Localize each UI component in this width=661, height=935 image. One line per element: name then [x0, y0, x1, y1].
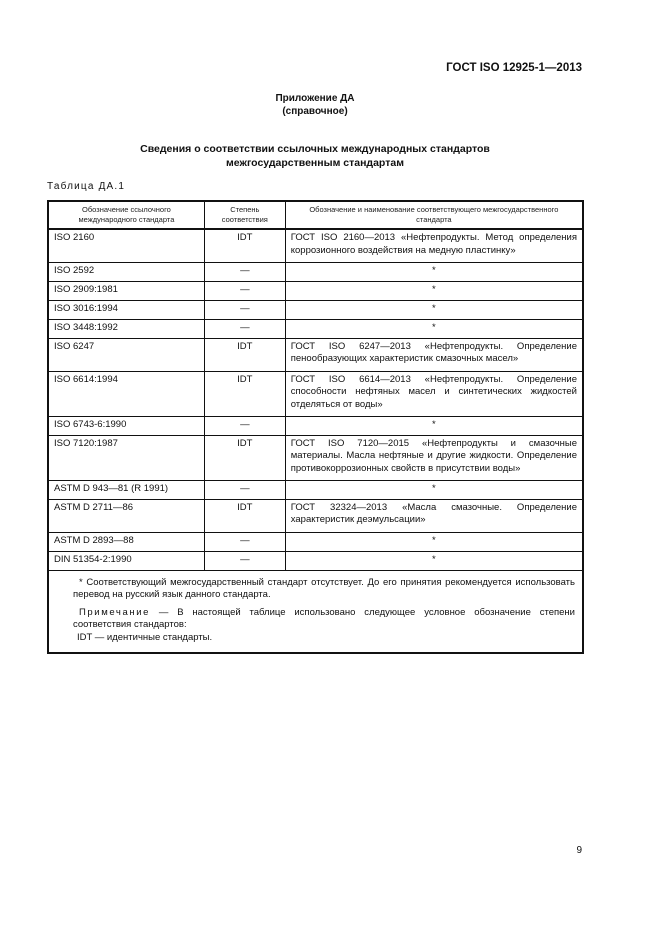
- cell-standard: ГОСТ 32324—2013 «Масла смазочные. Определение характеристик деэмульсации»: [285, 499, 583, 532]
- cell-degree: —: [204, 300, 285, 319]
- table-row: [48, 499, 583, 532]
- cell-standard: ГОСТ ISO 2160—2013 «Нефтепродукты. Метод определения коррозионного воздействия на медную пластинку»: [285, 229, 583, 262]
- appendix-subtitle: (справочное): [282, 106, 348, 117]
- cell-ref: ISO 2592: [48, 262, 204, 281]
- cell-degree: —: [204, 281, 285, 300]
- page-number: 9: [576, 845, 582, 856]
- cell-degree: —: [204, 262, 285, 281]
- cell-standard: *: [285, 416, 583, 435]
- table-row: [48, 229, 583, 262]
- table-caption: Таблица ДА.1: [47, 181, 126, 192]
- note-item: IDT — идентичные стандарты.: [77, 631, 213, 643]
- cell-standard: ГОСТ ISO 7120—2015 «Нефтепродукты и смазочные материалы. Масла нефтяные и другие жидкости. Определение противокоррозионных свойств в присутствии воды»: [285, 435, 583, 480]
- cell-standard: *: [285, 281, 583, 300]
- table-footnote-row: [48, 570, 583, 653]
- cell-degree: IDT: [204, 338, 285, 371]
- document-code: ГОСТ ISO 12925-1—2013: [446, 62, 582, 74]
- section-heading-line1: Сведения о соответствии ссылочных международных стандартов: [140, 143, 490, 155]
- table-row: [48, 435, 583, 480]
- appendix-title: Приложение ДА: [275, 93, 355, 104]
- header-interstate-standard: Обозначение и наименование соответствующего межгосударственного стандарта: [285, 201, 583, 229]
- header-reference-standard: Обозначение ссылочного международного стандарта: [48, 201, 204, 229]
- table-row: [48, 262, 583, 281]
- cell-degree: —: [204, 319, 285, 338]
- cell-standard: *: [285, 262, 583, 281]
- cell-degree: —: [204, 416, 285, 435]
- note-label: Примечание: [79, 606, 150, 618]
- table-row: [48, 319, 583, 338]
- cell-degree: IDT: [204, 371, 285, 416]
- cell-degree: IDT: [204, 435, 285, 480]
- cell-standard: ГОСТ ISO 6247—2013 «Нефтепродукты. Определение пенообразующих характеристик смазочных масел»: [285, 338, 583, 371]
- cell-ref: ASTM D 2711—86: [48, 499, 204, 532]
- cell-ref: ASTM D 2893—88: [48, 532, 204, 551]
- cell-ref: ASTM D 943—81 (R 1991): [48, 480, 204, 499]
- table-note: [73, 607, 575, 632]
- table-row: [48, 532, 583, 551]
- cell-ref: ISO 2160: [48, 229, 204, 262]
- header-degree: Степень соответствия: [204, 201, 285, 229]
- cell-degree: —: [204, 480, 285, 499]
- footnote-text: * Соответствующий межгосударственный стандарт отсутствует. До его принятия рекомендуется использовать перевод на русский язык данного стандарта.: [73, 576, 575, 600]
- cell-standard: *: [285, 532, 583, 551]
- cell-ref: ISO 6247: [48, 338, 204, 371]
- cell-degree: IDT: [204, 499, 285, 532]
- cell-ref: ISO 3016:1994: [48, 300, 204, 319]
- cell-ref: ISO 3448:1992: [48, 319, 204, 338]
- table-row: [48, 338, 583, 371]
- table-row: [48, 416, 583, 435]
- cell-ref: ISO 2909:1981: [48, 281, 204, 300]
- cell-degree: —: [204, 551, 285, 570]
- table-footnote-cell: [48, 570, 583, 653]
- cell-ref: ISO 6743-6:1990: [48, 416, 204, 435]
- cell-standard: *: [285, 300, 583, 319]
- table-row: [48, 480, 583, 499]
- correspondence-table: [47, 200, 584, 654]
- table-row: [48, 551, 583, 570]
- cell-standard: *: [285, 480, 583, 499]
- table-row: [48, 281, 583, 300]
- cell-degree: IDT: [204, 229, 285, 262]
- cell-standard: ГОСТ ISO 6614—2013 «Нефтепродукты. Определение способности нефтяных масел и синтетических жидкостей отделяться от воды»: [285, 371, 583, 416]
- cell-ref: ISO 6614:1994: [48, 371, 204, 416]
- cell-standard: *: [285, 551, 583, 570]
- appendix-title-block: [0, 92, 630, 118]
- table-row: [48, 371, 583, 416]
- note-text: — В настоящей таблице использовано следующее условное обозначение степени соответствия стандартов:: [73, 606, 575, 630]
- section-heading: [0, 142, 630, 170]
- cell-ref: ISO 7120:1987: [48, 435, 204, 480]
- cell-degree: —: [204, 532, 285, 551]
- cell-standard: *: [285, 319, 583, 338]
- table-row: [48, 300, 583, 319]
- table-header-row: [48, 201, 583, 229]
- cell-ref: DIN 51354-2:1990: [48, 551, 204, 570]
- section-heading-line2: межгосударственным стандартам: [226, 157, 404, 169]
